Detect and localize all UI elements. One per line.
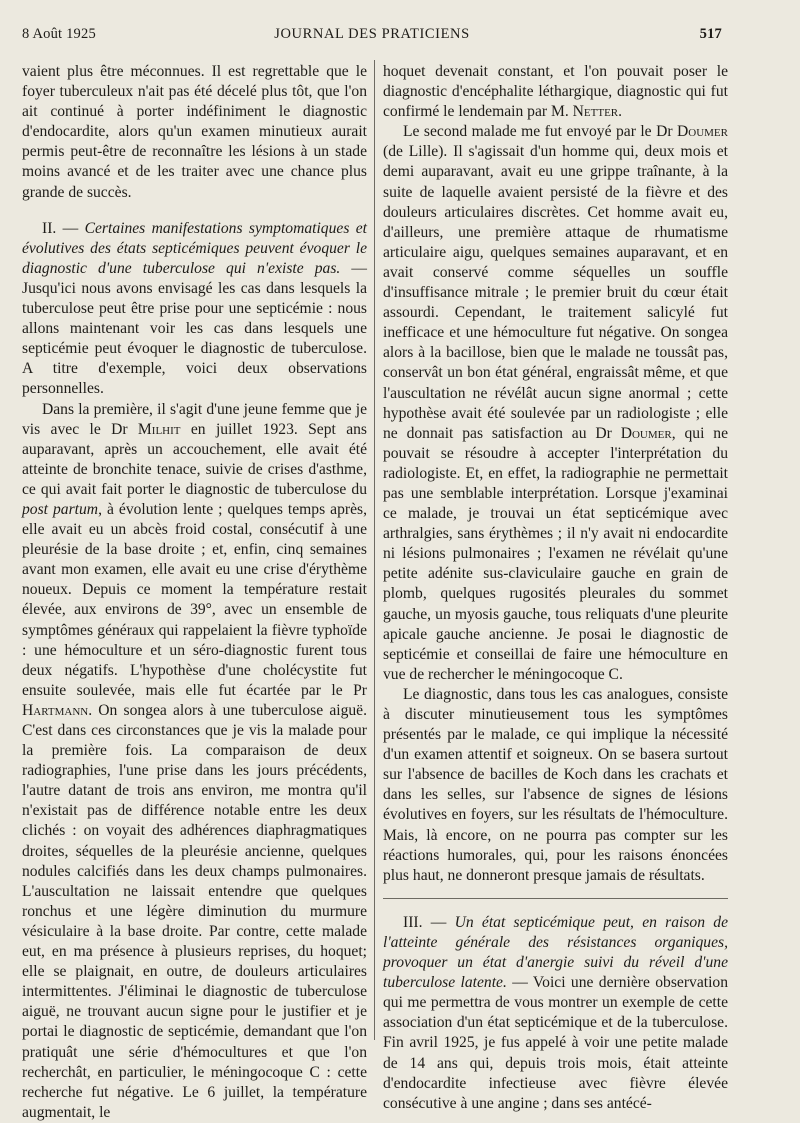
section-title: Certaines manifestations symptomatiques et évolutives des états septicémiques peuvent évoquer le diagnostic d'une tuberculose qui n'existe pas.: [22, 219, 367, 277]
section-ii-paragraph: [22, 219, 367, 400]
text-run: , à évolution lente ; quelques temps après, elle avait eu un abcès froid costal, consécutif à une pleurésie de la base droite ; et, enfin, cinq semaines avant mon examen, elle avait eu une crise d'érythème noueux. Depuis ce moment la température restait élevée, aux environs de 39°, avec un ensemble de symptômes généraux qui rappelaient la fièvre typhoïde : une hémoculture et un séro-diagnostic furent tous deux négatifs. L'hypothèse d'une cholécystite fut ensuite soulevée, mais elle fut écartée par le Pr: [22, 500, 367, 699]
header-date: 8 Août 1925: [22, 26, 96, 42]
person-name: Hartmann: [22, 701, 89, 719]
text-run: Dans la première, il s'agit d'une jeune femme que je vis avec le Dr: [22, 400, 367, 438]
paragraph: [383, 62, 728, 122]
right-column: [383, 62, 729, 1112]
text-run: , qui ne pouvait se résoudre à accepter l'interprétation du radiologiste. Et, en effet, la radiographie ne permettait pas une semblable interprétation. Lorsque j'examinai ce malade, je trouvai un état septicémique avec arthralgies, sans érythèmes ; il n'y avait ni endocardite ni lésions pulmonaires ; l'examen ne révélait qu'une petite adénite sus-claviculaire gauche en grain de plomb, quelques rugosités pleurales du sommet gauche, un myosis gauche, tous reliquats d'une pleurite apicale gauche ancienne. Je posai le diagnostic de septicémie et conseillai de faire une hémoculture en vue de rechercher le méningocoque C.: [383, 424, 729, 683]
header-journal-title: JOURNAL DES PRATICIENS: [274, 26, 470, 42]
section-iii-paragraph: [383, 913, 728, 1114]
person-name: Milhit: [137, 420, 181, 438]
running-header: [22, 26, 722, 48]
italic-term: post partum: [22, 500, 99, 518]
text-run: en juillet 1923. Sept ans auparavant, après un accouchement, elle avait été atteinte de bronchite tenace, suivie de crises d'asthme, ce qui avait fait porter le diagnostic de tuberculose du: [22, 420, 368, 498]
paragraph: [383, 122, 728, 685]
section-number: III. —: [403, 913, 455, 931]
paragraph: Le diagnostic, dans tous les cas analogues, consiste à discuter minutieusement tous les symptômes présentés par le malade, ce qui implique la nécessité d'un examen attentif et soigneux. On se basera surtout sur l'absence de bacilles de Koch dans les crachats et dans les selles, sur l'absence de signes de lésions évolutives en foyers, sur les résultats de l'hémoculture. Mais, là encore, on ne pourra pas compter sur les réactions humorales, qui, pour les raisons énoncées plus haut, ne donneront presque jamais de résultats.: [383, 685, 728, 884]
text-run: . On songea alors à une tuberculose aiguë. C'est dans ces circonstances que je vis la malade pour la première fois. La comparaison de deux radiographies, l'une prise dans les jours précédents, l'autre datant de trois ans environ, me montra qu'il n'existait pas de différence notable entre les deux clichés : on voyait des adhérences diaphragmatiques droites, séquelles de la pleurésie ancienne, quelques nodules calcifiés dans les deux champs pulmonaires. L'auscultation ne laissait entendre que quelques ronchus et une légère diminution du murmure vésiculaire à la base droite. Par contre, cette malade eut, en ma présence à plusieurs reprises, du hoquet; elle se plaignait, en outre, de douleurs articulaires intermittentes. J'éliminai le diagnostic de tuberculose aiguë, ne trouvant aucun signe pour le justifier et je portai le diagnostic de septicémie, demandant que l'on pratiquât une série d'hémocultures et que l'on recherchât, en particulier, le méningocoque C : cette recherche fut négative. Le 6 juillet, la température augmentait, le: [22, 701, 367, 1121]
text-run: Le second malade me fut envoyé par le Dr: [403, 123, 677, 141]
left-column: [22, 62, 368, 1121]
paragraph: vaient plus être méconnues. Il est regrettable que le foyer tuberculeux n'ait pas été décelé plus tôt, que l'on ait continué à porter indéfiniment le diagnostic d'endocardite, alors qu'un examen minutieux aurait permis peut-être de reconnaître les lésions à un stade moins avancé et de les traiter avec une chance plus grande de succès.: [22, 63, 367, 201]
section-text: — Voici une dernière observation qui me permettra de vous montrer un exemple de cette association d'un état septicémique et de la tuberculose. Fin avril 1925, je fus appelé à voir une petite malade de 14 ans qui, depuis trois mois, était atteinte d'endocardite infectieuse avec fièvre élevée consécutive à une angine ; dans ses antécé-: [383, 974, 728, 1112]
column-divider: [374, 60, 375, 1040]
text-run: (de Lille). Il s'agissait d'un homme qui, deux mois et demi auparavant, avait eu une grippe traînante, à la suite de laquelle avaient persisté de la fièvre et des douleurs articulaires discrètes. Cet homme avait eu, d'ailleurs, une première attaque de rhumatisme articulaire aigu, quelques semaines auparavant, et en avait conservé comme séquelles un souffle d'insuffisance mitrale ; le premier bruit du cœur était assourdi. Cependant, le traitement salicylé fut inefficace et une hémoculture fut négative. On songea alors à la bacillose, bien que le malade ne toussât pas, conservât un bon état général, engraissât même, et que l'auscultation ne révélât aucun signe anormal ; cette hypothèse avait été soulevée par un radiologiste ; elle ne donnait pas satisfaction au Dr: [383, 143, 728, 442]
section-number: II. —: [42, 219, 85, 237]
person-name: Netter: [572, 103, 619, 121]
text-run: .: [618, 103, 623, 121]
text-run: hoquet devenait constant, et l'on pouvait poser le diagnostic d'encéphalite léthargique, diagnostic qui fut confirmé le lendemain par M.: [383, 63, 728, 121]
paragraph: [22, 400, 367, 1123]
person-name: Doumer: [620, 424, 672, 442]
person-name: Doumer: [677, 123, 728, 141]
section-title: Un état septicémique peut, en raison de l'atteinte générale des résistances organiques, provoquer un état d'anergie suivi du réveil d'une tuberculose latente.: [383, 913, 729, 992]
header-page-number: 517: [699, 26, 722, 42]
section-rule: [383, 898, 728, 899]
section-text: — Jusqu'ici nous avons envisagé les cas dans lesquels la tuberculose peut être prise pour une septicémie : nous allons maintenant voir les cas dans lesquels une septicémie peut évoquer le diagnostic de tuberculose. A titre d'exemple, voici deux observations personnelles.: [22, 259, 367, 398]
